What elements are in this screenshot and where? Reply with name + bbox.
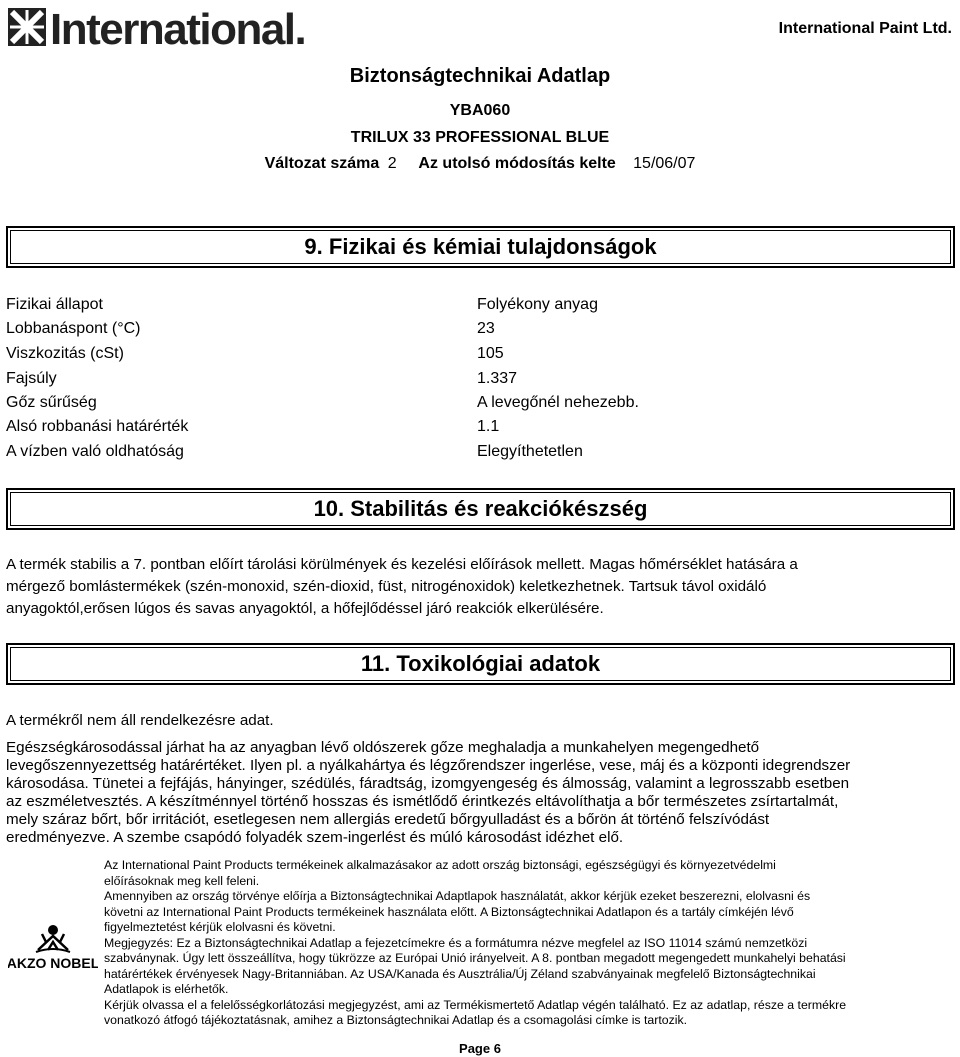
section-10-heading <box>6 488 955 530</box>
footer-notes <box>104 858 944 1029</box>
property-value: 1.1 <box>477 418 500 435</box>
svg-text:International.: International. <box>50 5 306 52</box>
property-row <box>6 443 906 467</box>
logo-emblem-icon <box>8 8 46 46</box>
section-9-title: 9. Fizikai és kémiai tulajdonságok <box>304 234 657 259</box>
company-name: International Paint Ltd. <box>778 20 952 37</box>
text-line: A termék stabilis a 7. pontban előírt tárolási körülmények és kezelési előírások mellett. Magas hőmérséklet hatására a <box>6 556 798 573</box>
property-row <box>6 418 906 442</box>
text-line: az eszméletvesztés. A készítménnyel történő hosszas és ismétlődő érintkezés eltávolíthatja a bőr természetes zsírtartalmát, <box>6 793 839 810</box>
page-number: Page 6 <box>459 1041 501 1056</box>
section-10-title: 10. Stabilitás és reakciókészség <box>313 496 648 521</box>
version-label: Változat száma <box>264 155 380 172</box>
section-10-text <box>6 556 956 618</box>
international-logo <box>6 2 346 52</box>
property-row <box>6 345 906 369</box>
property-value: Folyékony anyag <box>477 296 598 313</box>
footer-line: Amennyiben az ország törvénye előírja a Biztonságtechnikai Adaptlapok használatát, akkor kérjük ezeket beszerezni, elolvasni és <box>104 889 811 903</box>
property-label: Lobbanáspont (°C) <box>6 320 141 337</box>
footer-line: előírásoknak meg kell feleni. <box>104 873 260 888</box>
text-line: levegőszennyezettség határértéket. Ilyen pl. a nyálkahártya és légzőrendszer ingerlése, vese, máj és a központi idegrendszer <box>6 757 851 774</box>
property-label: Fizikai állapot <box>6 296 103 313</box>
property-value: 23 <box>477 320 495 337</box>
revision-value: 15/06/07 <box>633 155 696 172</box>
footer-line: Megjegyzés: Ez a Biztonságtechnikai Adatlap a fejezetcímekre és a formátumra nézve megfelel az ISO 11014 számú nemzetközi <box>104 935 808 950</box>
property-label: Fajsúly <box>6 370 57 387</box>
footer-line: határértékek érvényesek Nagy-Britanniában. Az USA/Kanada és Ausztrália/Új Zéland szabványainak megfelelő Biztonságtechnikai <box>104 966 816 981</box>
footer-line: Az International Paint Products termékeinek alkalmazásakor az adott ország biztonsági, egészségügyi és környezetvédelmi <box>104 858 776 872</box>
footer-line: figyelmeztetést kérjük elolvasni és követni. <box>104 920 336 934</box>
akzo-nobel-logo <box>8 920 98 972</box>
section-11-heading <box>6 643 955 685</box>
property-label: Viszkozitás (cSt) <box>6 345 124 362</box>
property-value: 105 <box>477 345 504 362</box>
text-line: mérgező bomlástermékek (szén-monoxid, szén-dioxid, füst, nitrogénoxidok) keletkezhetnek. Tartsuk távol oxidáló <box>6 578 767 595</box>
property-value: A levegőnél nehezebb. <box>477 394 639 411</box>
text-line: anyagoktól,erősen lúgos és savas anyagoktól, a hőfejlődéssel járó reakciók elkerülésére. <box>6 600 604 617</box>
text-line: mely száraz bőrt, bőr irritációt, esetlegesen nem allergiás eredetű bőrgyulladást és a bőrön át történő felszívódást <box>6 811 770 828</box>
section-11-text <box>6 739 956 847</box>
footer-line: Kérjük olvassa el a felelősségkorlátozási megjegyzést, ami az Termékismertető Adatlap végén található. Ez az adatlap, része a termékre <box>104 997 847 1012</box>
footer-line: követni az International Paint Products termékeinek használata előtt. A Biztonságtechnikai Adatlapon és a tartály címkéjén lévő <box>104 904 794 919</box>
product-name: TRILUX 33 PROFESSIONAL BLUE <box>350 129 610 146</box>
text-line: károsodása. Tünetei a fejfájás, hányinger, szédülés, fáradtság, izomgyengeség és álmosság, valamint a legrosszabb esetben <box>6 775 850 792</box>
section-11-title: 11. Toxikológiai adatok <box>360 651 601 676</box>
version-value: 2 <box>387 155 397 172</box>
version-line <box>0 155 960 173</box>
property-value: Elegyíthetetlen <box>477 443 583 460</box>
revision-label: Az utolsó módosítás kelte <box>418 155 616 172</box>
property-row <box>6 296 906 320</box>
product-code: YBA060 <box>449 102 511 119</box>
property-label: A vízben való oldhatóság <box>6 443 184 460</box>
property-label: Gőz sűrűség <box>6 394 97 411</box>
svg-text:AKZO NOBEL: AKZO NOBEL <box>8 955 98 971</box>
footer-line: Adatlapok is elérhetők. <box>104 982 229 996</box>
property-label: Alsó robbanási határérték <box>6 418 189 435</box>
property-value: 1.337 <box>477 370 518 387</box>
document-title: Biztonságtechnikai Adatlap <box>349 65 611 87</box>
text-line: eredményezve. A szembe csapódó folyadék szem-ingerlést és múló károsodást idézhet elő. <box>6 829 624 846</box>
property-row <box>6 370 906 394</box>
footer-line: szabványnak. Úgy lett összeállítva, hogy tükrözze az Európai Unió irányelveit. A 8. pontban megadott megengedett munkahelyi behatási <box>104 951 846 965</box>
akzo-figure-icon <box>36 925 70 952</box>
text-line: Egészségkárosodással járhat ha az anyagban lévő oldószerek gőze meghaladja a munkahelyen megengedhető <box>6 739 760 756</box>
footer-line: vonatkozó átfogó tájékoztatásnak, amihez a Biztonságtechnikai Adatlap és a csomagolási címke is tartozik. <box>104 1013 688 1027</box>
property-row <box>6 320 906 344</box>
section-9-heading <box>6 226 955 268</box>
section-11-intro: A termékről nem áll rendelkezésre adat. <box>6 712 274 729</box>
property-row <box>6 394 906 418</box>
